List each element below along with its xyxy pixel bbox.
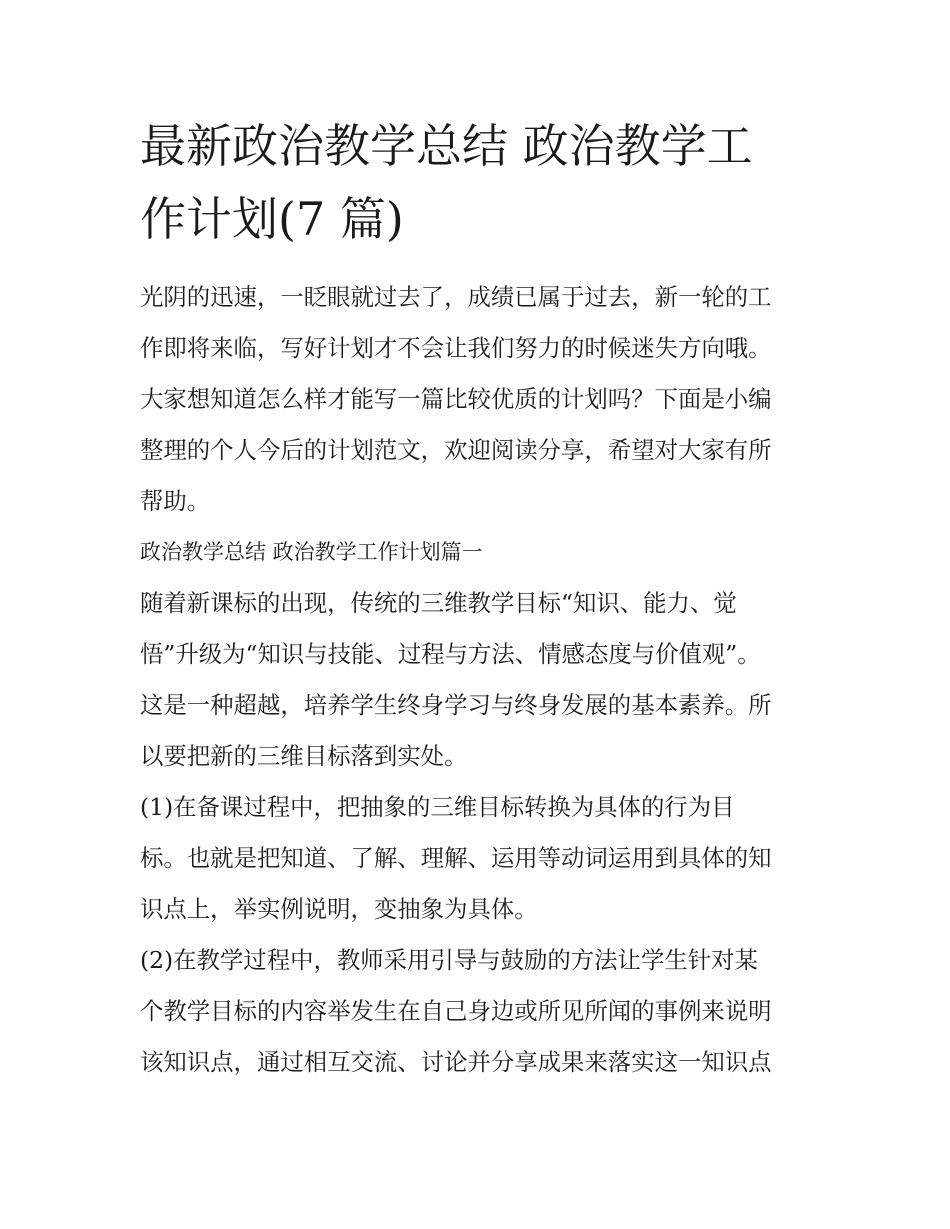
title-line-2: 作计划(7 篇) bbox=[140, 192, 404, 246]
paragraph-line: 悟”升级为“知识与技能、过程与方法、情感态度与价值观”。 bbox=[140, 640, 761, 668]
document-title bbox=[140, 110, 830, 256]
paragraph-line: 该知识点，通过相互交流、讨论并分享成果来落实这一知识点 bbox=[140, 1048, 772, 1076]
paragraph-line: 这是一种超越，培养学生终身学习与终身发展的基本素养。所 bbox=[140, 691, 772, 719]
paragraph-line: (1)在备课过程中，把抽象的三维目标转换为具体的行为目 bbox=[140, 793, 735, 821]
title-line-1: 最新政治教学总结 政治教学工 bbox=[140, 119, 753, 173]
paragraph-line: 帮助。 bbox=[140, 487, 211, 515]
paragraph-line: 随着新课标的出现，传统的三维教学目标“知识、能力、觉 bbox=[140, 589, 737, 617]
paragraph-line: 个教学目标的内容举发生在自己身边或所见所闻的事例来说明 bbox=[140, 997, 772, 1025]
document-content bbox=[140, 110, 830, 1088]
paragraph-line: 作即将来临，写好计划才不会让我们努力的时候迷失方向哦。 bbox=[140, 334, 772, 362]
section-heading: 政治教学总结 政治教学工作计划篇一 bbox=[140, 540, 483, 564]
paragraph-line: 识点上，举实例说明，变抽象为具体。 bbox=[140, 895, 538, 923]
paragraph-line: 以要把新的三维目标落到实处。 bbox=[140, 742, 468, 770]
document-body bbox=[140, 272, 830, 1088]
paragraph-line: 标。也就是把知道、了解、理解、运用等动词运用到具体的知 bbox=[140, 844, 772, 872]
paragraph-line: 整理的个人今后的计划范文，欢迎阅读分享，希望对大家有所 bbox=[140, 436, 772, 464]
paragraph-line: 大家想知道怎么样才能写一篇比较优质的计划吗？下面是小编 bbox=[140, 385, 772, 413]
paragraph-line: (2)在教学过程中，教师采用引导与鼓励的方法让学生针对某 bbox=[140, 946, 758, 974]
paragraph-line: 光阴的迅速，一眨眼就过去了，成绩已属于过去，新一轮的工 bbox=[140, 283, 772, 311]
